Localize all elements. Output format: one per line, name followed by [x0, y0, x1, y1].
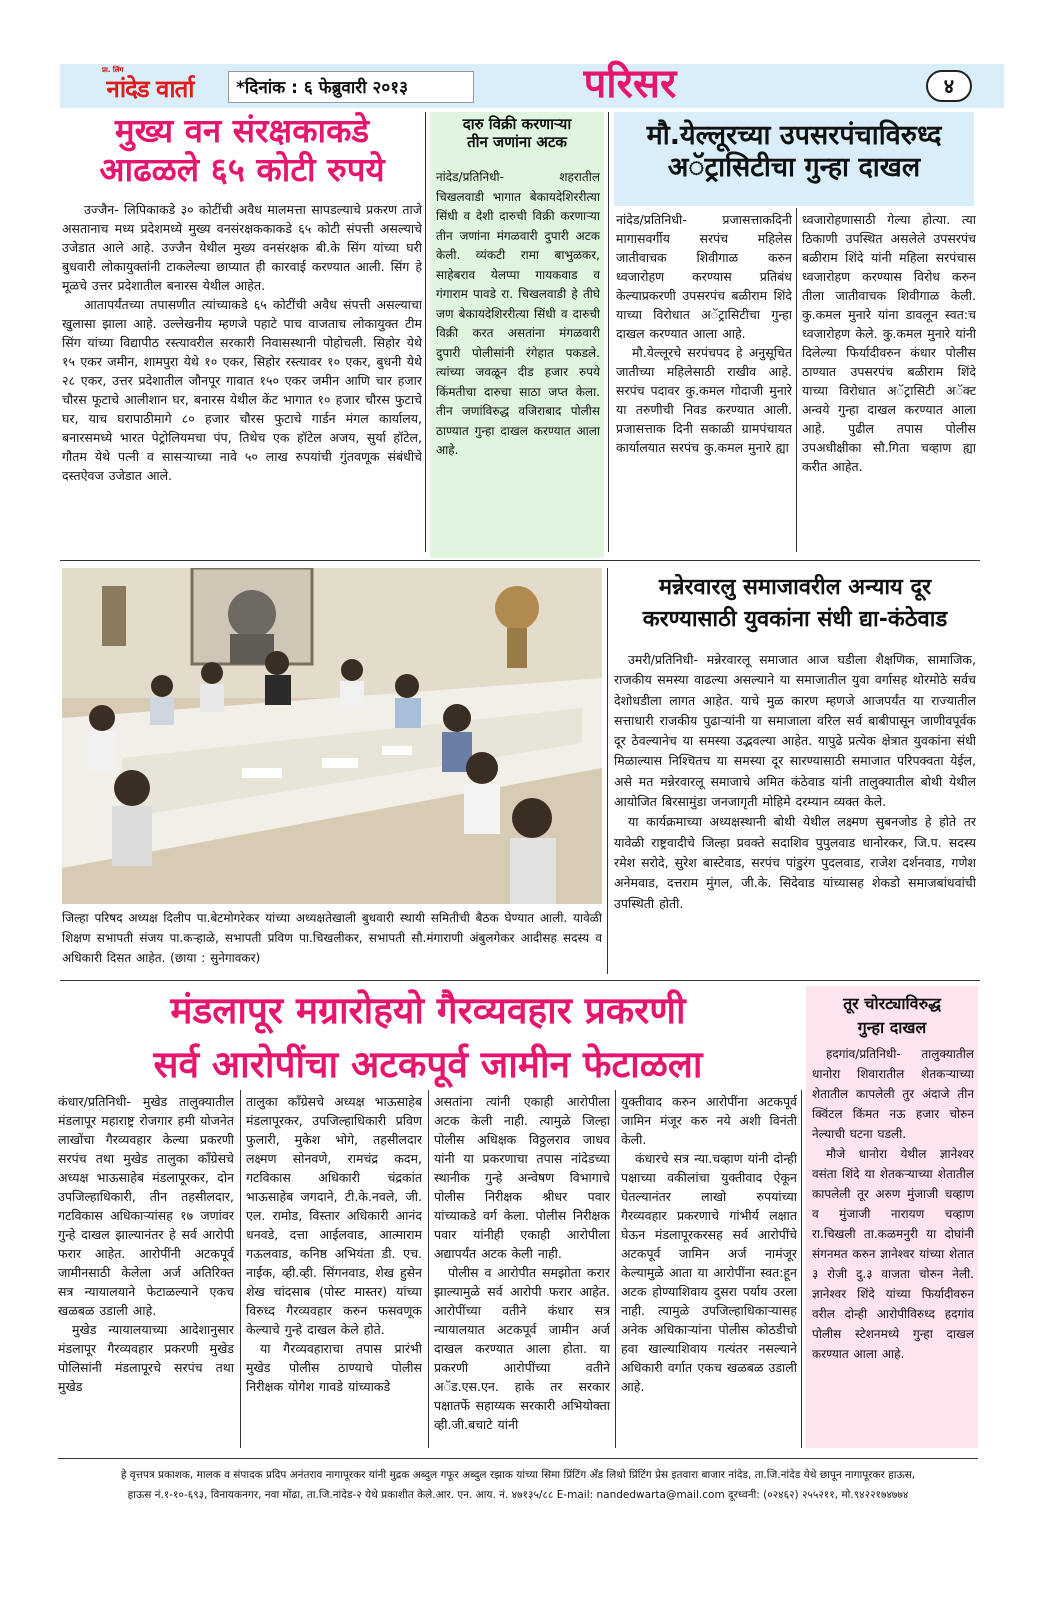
story4-headline-line1: मन्नेरवारलु समाजावरील अन्याय दूर — [658, 575, 932, 600]
column-divider — [240, 1090, 241, 1448]
story4-headline — [612, 572, 978, 636]
story6-body — [812, 1044, 974, 1446]
story5-col3 — [434, 1092, 610, 1452]
story4-headline-line2: करण्यासाठी युवकांना संधी द्या-कंठेवाड — [642, 607, 948, 632]
section-divider — [60, 560, 980, 561]
story1-headline-line1: मुख्य वन संरक्षकाकडे — [114, 111, 370, 150]
column-divider — [796, 208, 797, 552]
story2-headline-line1: दारु विक्री करणाऱ्या — [462, 115, 572, 133]
story2-headline — [430, 116, 604, 151]
photo-caption: जिल्हा परिषद अध्यक्ष दिलीप पा.बेटमोगरेकर यांच्या अध्यक्षतेखाली बुधवारी स्थायी समितीची बैठक घेण्यात आली. यावेळी शिक्षण सभापती संजय पा.कऱ्हाळे, सभापती प्रविण पा.चिखलीकर, सभापती सौ.मंगाराणी अंबुलगेकर आदीसह सदस्य व अधिकारी दिसत आहेत. (छाया : सुनेगावकर) — [62, 911, 602, 965]
story3-paragraph: मौ.येल्लूरचे सरपंचपद हे अनुसूचित जातीच्या महिलेसाठी राखीव आहे. सरपंच पदावर कु.कमल गोदाजी मुनारे या तरुणीची निवड करण्यात आली. प्रजासत्ताक दिनी सकाळी ग्रामपंचायत कार्यालयात सरपंच कु.कमल मुनारे ह्या — [616, 345, 792, 455]
story4-paragraph: या कार्यक्रमाच्या अध्यक्षस्थानी बोथी येथील लक्ष्मण सुबनजोड हे होते तर यावेळी राष्ट्रवादीचे जिल्हा प्रवक्ते सदाशिव पुपुलवाड धानोरकर, जि.प. सदस्य रमेश सरोदे, सुरेश बास्टेवाड, सरपंच पांडुरंग पुदलवाड, राजेश दर्शनवाड, गणेश अनेमवाड, दत्तराम मुंगल, जी.के. सिदेवाड यांच्यासह शेकडो समाजबांधवांची उपस्थिती होती. — [614, 814, 976, 911]
story5-paragraph: कंधार/प्रतिनिधी- मुखेड तालुक्यातील मंडलापूर महाराष्ट्र रोजगार हमी योजनेत लाखोंचा गैरव्यवहार केल्या प्रकरणी सरपंच तथा मुखेड तालुका काँग्रेसचे अध्यक्ष भाऊसाहेब मंडलापूरकर, दोन उपजिल्हाधिकारी, तीन तहसीलदार, गटविकास अधिकाऱ्यांसह १७ जणांवर गुन्हे दाखल झाल्यानंतर हे सर्व आरोपी फरार आहेत. आरोपींनी अटकपूर्व जामीनसाठी केलेला अर्ज अतिरिक्त सत्र न्यायालयाने फेटाळल्याने एकच खळबळ उडाली आहे. — [58, 1094, 234, 1318]
story5-paragraph: पोलीस व आरोपीत समझोता करार झाल्यामुळे सर्व आरोपी फरार आहेत. आरोपींच्या वतीने कंधार सत्र न्यायालयात अटकपूर्व जामीन अर्ज दाखल करण्यात आला होता. या प्रकरणी आरोपींच्या वतीने अॅड.एस.एन. हाके तर सरकार पक्षातर्फे सहाय्यक सरकारी अभियोक्ता व्ही.जी.बचाटे यांनी — [434, 1265, 610, 1432]
story3-headline — [614, 112, 974, 206]
imprint-line2: हाऊस नं.१-१०-६९३, विनायकनगर, नवा मोंढा, ता.जि.नांदेड-२ येथे प्रकाशीत केले.आर. एन. आय. नं. ४७१३५/८८ E-mail: nandedwarta@mail.com दूरध्वनी: (०२४६२) २५५२११, मो.९४२२१७४७७४ — [127, 1489, 909, 1501]
story1-headline-line2: आढळले ६५ कोटी रुपये — [99, 149, 385, 189]
imprint-footer — [58, 1458, 978, 1512]
story5-headline-line2: सर्व आरोपींचा अटकपूर्व जामीन फेटाळला — [153, 1043, 703, 1086]
story3-body-col1 — [616, 210, 792, 558]
page-number: ४ — [943, 74, 955, 98]
story2-headline-line2: तीन जणांना अटक — [467, 132, 567, 151]
story5-paragraph: मुखेड न्यायालयाच्या आदेशानुसार मंडलापूर गैरव्यवहार प्रकरणी मुखेड पोलिसांनी मंडलापूरचे सरपंच तथा मुखेड — [58, 1322, 234, 1394]
story5-col1 — [58, 1092, 234, 1452]
story2-body: नांदेड/प्रतिनिधी- शहरातील चिखलवाडी भागात बेकायदेशिररीत्या सिंधी व देशी दारुची विक्री करणाऱ्या तीन जणांना मंगळवारी दुपारी अटक केली. व्यंकटी रामा बाभुळकर, साहेबराव येलप्पा गायकवाड व गंगाराम पावडे रा. चिखलवाडी हे तीघे जण बेकायदेशिररीत्या सिंधी व दारुची विक्री करत असतांना मंगळवारी दुपारी पोलीसांनी रंगेहात पकडले. त्यांच्या जवळून दीड हजार रुपये किंमतीचा दारुचा साठा जप्त केला. तीन जणांविरुद्ध वजिराबाद पोलीस ठाण्यात गुन्हा दाखल करण्यात आला आहे. — [436, 170, 600, 457]
story1-headline — [62, 112, 422, 190]
story5-col4 — [621, 1092, 797, 1452]
column-divider — [425, 112, 426, 552]
newspaper-logo — [80, 66, 220, 106]
logo-tagline: प्रा. लिंग — [102, 66, 124, 74]
story5-paragraph: कंधारचे सत्र न्या.चव्हाण यांनी दोन्ही पक्षाच्या वकीलांचा युक्तीवाद ऐकून घेतल्यानंतर लाखो रुपयांच्या गैरव्यवहार प्रकरणाचे गांभीर्य लक्षात घेऊन मंडलापूरकरसह सर्व आरोपींचे अटकपूर्व जामिन अर्ज नामंजूर केल्यामुळे आता या आरोपींना स्वत:हून अटक होण्याशिवाय दुसरा पर्याय उरला नाही. त्यामुळे उपजिल्हाधिकाऱ्यासह अनेक अधिकाऱ्यांना पोलीस कोठडीचो हवा खाल्याशिवाय गत्यंतर नसल्याने अधिकारी वर्गात एकच खळबळ उडाली आहे. — [621, 1151, 797, 1394]
story1-paragraph: आतापर्यंतच्या तपासणीत त्यांच्याकडे ६५ कोटींची अवैध संपत्ती असल्याचा खुलासा झाला आहे. उल्लेखनीय म्हणजे पहाटे पाच वाजताच लोकायुक्त टीम सिंग यांच्या विद्यापीठ रस्त्यावरील सरकारी निवासस्थानी पोहोचली. सिहोर येथे १५ एकर जमीन, शामपुरा येथे १० एकर, सिहोर रस्त्यावर १० एकर, बुधनी येथे २८ एकर, उत्तर प्रदेशातील जौनपूर गावात १५० एकर जमीन आणि चार हजार चौरस फूटाचे आलीशान घर, बनारस येथील केंट भागात १० हजार चौरस फुटाचे घर, याच घरापाठीमागे ८० हजार चौरस फुटाचे गार्डन मंगल कार्यालय, बनारसमध्ये भारत पेट्रोलियमचा पंप, तिथेच एक हॉटेल अजय, सुर्या हॉटेल, गौतम येथे पत्नी व सासऱ्याच्या नावे ५० लाख रुपयांची गुंतवणूक संबंधीचे दस्तऐवज उजेडात आले. — [62, 297, 422, 483]
story3-headline-line2: अॅट्रासिटीचा गुन्हा दाखल — [667, 151, 921, 183]
story4-body — [614, 650, 976, 976]
story1-paragraph: उज्जैन- लिपिकाकडे ३० कोटींची अवैध मालमत्ता सापडल्याचे प्रकरण ताजे असतानाच मध्य प्रदेशमध्ये मुख्य वनसंरक्षककाकडे ६५ कोटी संपत्ती असल्याचे उजेडात आले आहे. उज्जैन येथील मुख्य वनसंरक्षक बी.के सिंग यांच्या घरी बुधवारी लोकायुक्तांनी टाकलेल्या छाप्यात ही कारवाई करण्यात आली. सिंग हे मूळचे उत्तर प्रदेशातील बनारस येथील आहेत. — [62, 202, 422, 293]
story6-headline-line1: तूर चोरट्याविरुद्ध — [843, 994, 941, 1013]
story5-headline — [58, 984, 798, 1092]
meeting-photo-image — [62, 568, 602, 904]
story5-paragraph: तालुका काँग्रेसचे अध्यक्ष भाऊसाहेब मंडलापूरकर, उपजिल्हाधिकारी प्रविण फुलारी, मुकेश भोगे, तहसीलदार लक्ष्मण सोनवणे, रामचंद्र कदम, गटविकास अधिकारी चंद्रकांत भाऊसाहेब जगदाने, टी.के.नवले, जी. एल. रामोड, विस्तार अधिकारी आनंद धनवडे, दत्ता आईलवाड, आत्माराम गऊलवाड, कनिष्ठ अभियंता डी. एच. नाईक, व्ही.व्ही. सिंगनवाड, शेख हुसेन शेख चांदसाब (पोस्ट मास्तर) यांच्या विरुध्द गैरव्यवहार करुन फसवणूक केल्याचे गुन्हे दाखल केले होते. — [246, 1094, 422, 1337]
column-divider — [428, 1090, 429, 1448]
story3-paragraph: नांदेड/प्रतिनिधी- प्रजासत्ताकदिनी मागासवर्गीय सरपंच महिलेस जातीवाचक शिवीगाळ करुन ध्वजारोहण करण्यास प्रतिबंध केल्याप्रकरणी उपसरपंच बळीराम शिंदे याच्या विरोधात अॅट्रासिटीचा गुन्हा दाखल करण्यात आला आहे. — [616, 212, 792, 341]
story5-paragraph: असतांना त्यांनी एकाही आरोपीला अटक केली नाही. त्यामुळे जिल्हा पोलीस अधिक्षक विठ्ठलराव जाधव यांनी या प्रकरणाचा तपास नांदेडच्या स्थानीक गुन्हे अन्वेषण विभागाचे पोलीस निरीक्षक श्रीधर पवार यांच्याकडे वर्ग केला. पोलीस निरीक्षक पवार यांनीही एकाही आरोपीला अद्यापर्यंत अटक केली नाही. — [434, 1094, 610, 1261]
logo-text: नांदेड वार्ता — [106, 75, 194, 103]
column-divider — [607, 568, 608, 974]
story6-headline-line2: गुन्हा दाखल — [857, 1018, 927, 1037]
story4-paragraph: उमरी/प्रतिनिधी- मन्नेरवारलू समाजात आज घडीला शैक्षणिक, सामाजिक, राजकीय समस्या वाढल्या असल्याने या समाजातील युवा वर्गासह थोरमोठे सर्वच देशोधडीला लागत आहेत. याचे मुळ कारण म्हणजे आजपर्यंत या राज्यातील सत्ताधारी राजकीय पुढाऱ्यांनी या समाजाला वरिल सर्व बाबीपासून जाणीवपूर्वक दूर ठेवल्यानेच या समस्या उद्भवल्या आहेत. यापुढे प्रत्येक क्षेत्रात युवकांना संधी मिळाल्यास निश्चितच या समस्या दूर सारण्यासाठी समाजात परिपक्वता येईल, असे मत मन्नेरवारलू समाजाचे अमित कंठेवाड यांनी तालुक्यातील बोथी येथील आयोजित बिरसामुंडा जनजागृती मोहिमे दरम्यान व्यक्त केले. — [614, 652, 976, 810]
column-divider — [615, 1090, 616, 1448]
issue-date: *दिनांक : ६ फेब्रुवारी २०१३ — [236, 78, 408, 98]
imprint-line1: हे वृत्तपत्र प्रकाशक, मालक व संपादक प्रदिप अनंतराव नागापूरकर यांनी मुद्रक अब्दुल गफूर अब्दुल रझाक यांच्या सिमा प्रिंटिंग अँड लिथो प्रिंटिंग प्रेस इतवारा बाजार नांदेड, ता.जि.नांदेड येथे छापून नागापूरकर हाऊस, — [120, 1469, 916, 1481]
section-divider — [60, 980, 980, 981]
story6-headline — [806, 992, 978, 1040]
story5-paragraph: युक्तीवाद करुन आरोपींना अटकपूर्व जामिन मंजूर करु नये अशी विनंती केली. — [621, 1094, 797, 1147]
story6-paragraph: हदगांव/प्रतिनिधी- तालुक्यातील धानोरा शिवारातील शेतकऱ्याच्या शेतातील कापलेली तुर अंदाजे तीन क्विंटल किंमत नऊ हजार चोरुन नेल्याची घटना घडली. — [812, 1047, 974, 1141]
story3-body-col2: ध्वजारोहणासाठी गेल्या होत्या. त्या ठिकाणी उपस्थित असलेले उपसरपंच बळीराम शिंदे यांनी महिला सरपंचास ध्वजारोहण करण्यास विरोध करुन तीला जातीवाचक शिवीगाळ केली. कु.कमल मुनारे यांना डावलून स्वत:च ध्वजारोहण केले. कु.कमल मुनारे यांनी दिलेल्या फिर्यादीवरुन कंधार पोलीस ठाण्यात उपसरपंच बळीराम शिंदे याच्या विरोधात अॅट्रासिटी अॅक्ट अन्वये गुन्हा दाखल करण्यात आला आहे. पुढील तपास पोलीस उपअधीक्षीका सौ.गिता चव्हाण ह्या करीत आहेत. — [802, 212, 976, 474]
column-divider — [801, 1090, 802, 1448]
story5-paragraph: या गैरव्यवहाराचा तपास प्रारंभी मुखेड पोलीस ठाण्याचे पोलीस निरीक्षक योगेश गावडे यांच्याकडे — [246, 1341, 422, 1394]
story3-headline-line1: मौ.येल्लूरच्या उपसरपंचाविरुध्द — [646, 120, 942, 151]
story6-paragraph: मौजे धानोरा येथील ज्ञानेश्वर वसंता शिंदे या शेतकऱ्याच्या शेतातील कापलेली तूर अरुण मुंजाजी चव्हाण व मुंजाजी नारायण चव्हाण रा.चिखली ता.कळमनुरी या दोघांनी संगनमत करुन ज्ञानेश्वर यांच्या शेतात ३ रोजी दु.३ वाजता चोरुन नेली. ज्ञानेश्वर शिंदे यांच्या फिर्यादीवरुन वरील दोन्ही आरोपीविरुध्द हदगांव पोलीस स्टेशनमध्ये गुन्हा दाखल करण्यात आला आहे. — [812, 1147, 974, 1361]
meeting-photo — [62, 568, 602, 904]
story1-body — [62, 200, 422, 558]
story5-col2 — [246, 1092, 422, 1452]
section-title: परिसर — [583, 61, 677, 107]
story5-headline-line1: मंडलापूर मग्रारोहयो गैरव्यवहार प्रकरणी — [170, 989, 686, 1032]
column-divider — [608, 112, 609, 552]
